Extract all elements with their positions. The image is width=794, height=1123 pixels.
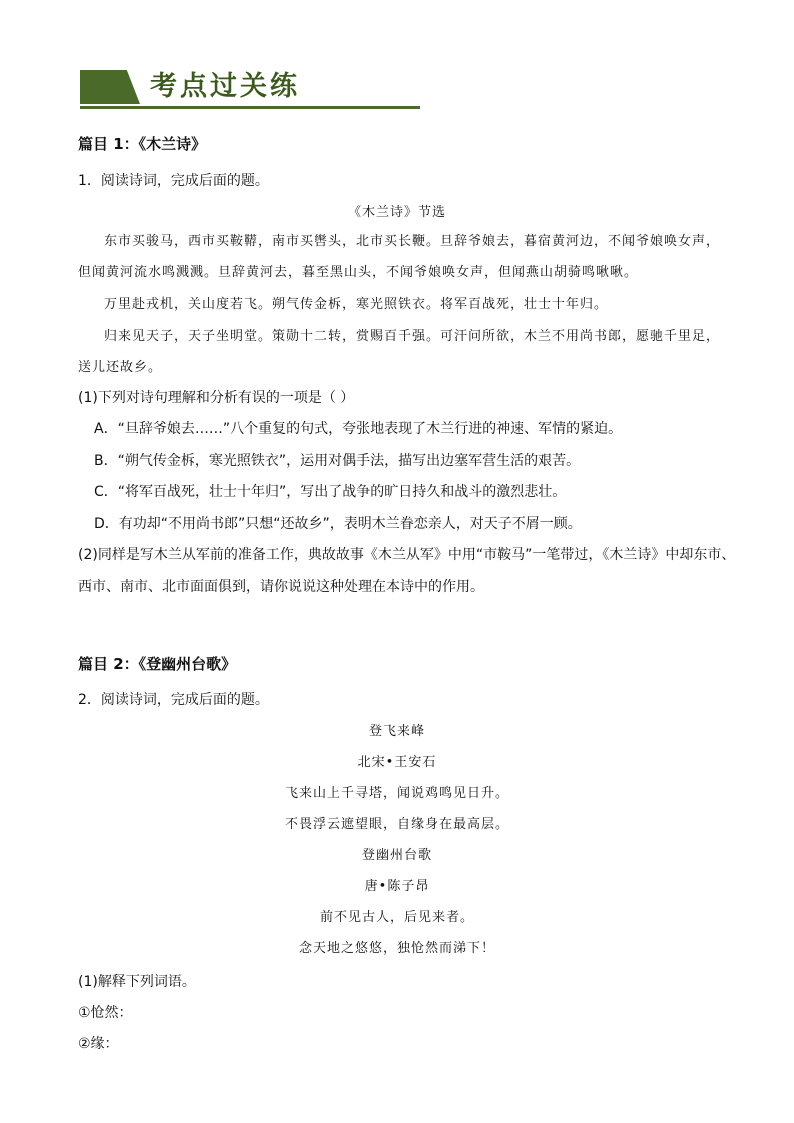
- excerpt-title: 《木兰诗》节选: [347, 205, 446, 220]
- question1-2-line: (2)同样是写木兰从军前的准备工作，典故故事《木兰从军》中用“市鞍马”一笔带过，《木兰诗》中却东市、: [78, 547, 736, 563]
- vocab-item: ②缘：: [78, 1036, 119, 1052]
- option-d: D．有功却“不用尚书郎”只想“还故乡”，表明木兰眷恋亲人，对天子不屑一顾。: [94, 516, 582, 532]
- poem2-title: 登幽州台歌: [361, 848, 432, 863]
- question1-2-line: 西市、南市、北市面面俱到，请你说说这种处理在本诗中的作用。: [78, 579, 484, 595]
- poem2-author: 唐•陈子昂: [364, 879, 430, 894]
- poem1-author: 北宋•王安石: [357, 755, 437, 770]
- poem-line: 万里赴戎机，关山度若飞。朔气传金柝，寒光照铁衣。将军百战死，壮士十年归。: [104, 297, 609, 312]
- section-banner: [80, 70, 420, 112]
- question2-1-stem: (1)解释下列词语。: [78, 974, 196, 990]
- option-c: C．“将军百战死，壮士十年归”，写出了战争的旷日持久和战斗的激烈悲壮。: [94, 484, 567, 500]
- section1-heading: 篇目 1：《木兰诗》: [78, 135, 207, 153]
- question1-1-stem: (1)下列对诗句理解和分析有误的一项是（ ）: [78, 390, 355, 406]
- question1-intro: 1．阅读诗词，完成后面的题。: [78, 173, 269, 189]
- question2-intro: 2．阅读诗词，完成后面的题。: [78, 692, 269, 708]
- poem-line: 送儿还故乡。: [78, 360, 163, 375]
- poem1-line: 不畏浮云遮望眼，自缘身在最高层。: [284, 817, 509, 832]
- poem-line: 东市买骏马，西市买鞍鞯，南市买辔头，北市买长鞭。旦辞爷娘去，暮宿黄河边，不闻爷娘唤女声，: [104, 234, 721, 249]
- poem2-line: 念天地之悠悠，独怆然而涕下！: [298, 941, 495, 956]
- option-b: B．“朔气传金柝，寒光照铁衣”，运用对偶手法，描写出边塞军营生活的艰苦。: [94, 453, 581, 469]
- section2-heading: 篇目 2：《登幽州台歌》: [78, 655, 237, 673]
- banner-title: 考点过关练: [150, 71, 300, 102]
- poem-line: 但闻黄河流水鸣溅溅。旦辞黄河去，暮至黑山头，不闻爷娘唤女声，但闻燕山胡骑鸣啾啾。: [78, 265, 639, 280]
- poem-line: 归来见天子，天子坐明堂。策勋十二转，赏赐百千强。可汗问所欲，木兰不用尚书郎，愿驰千里足，: [104, 329, 721, 344]
- option-a: A．“旦辞爷娘去……”八个重复的句式，夸张地表现了木兰行进的神速、军情的紧迫。: [94, 421, 623, 437]
- poem1-line: 飞来山上千寻塔，闻说鸡鸣见日升。: [284, 786, 509, 801]
- poem1-title: 登飞来峰: [368, 724, 425, 739]
- poem2-line: 前不见古人，后见来者。: [319, 910, 474, 925]
- vocab-item: ①怆然：: [78, 1005, 133, 1021]
- banner-tab-shape: [80, 70, 140, 104]
- banner-underline: [80, 106, 420, 109]
